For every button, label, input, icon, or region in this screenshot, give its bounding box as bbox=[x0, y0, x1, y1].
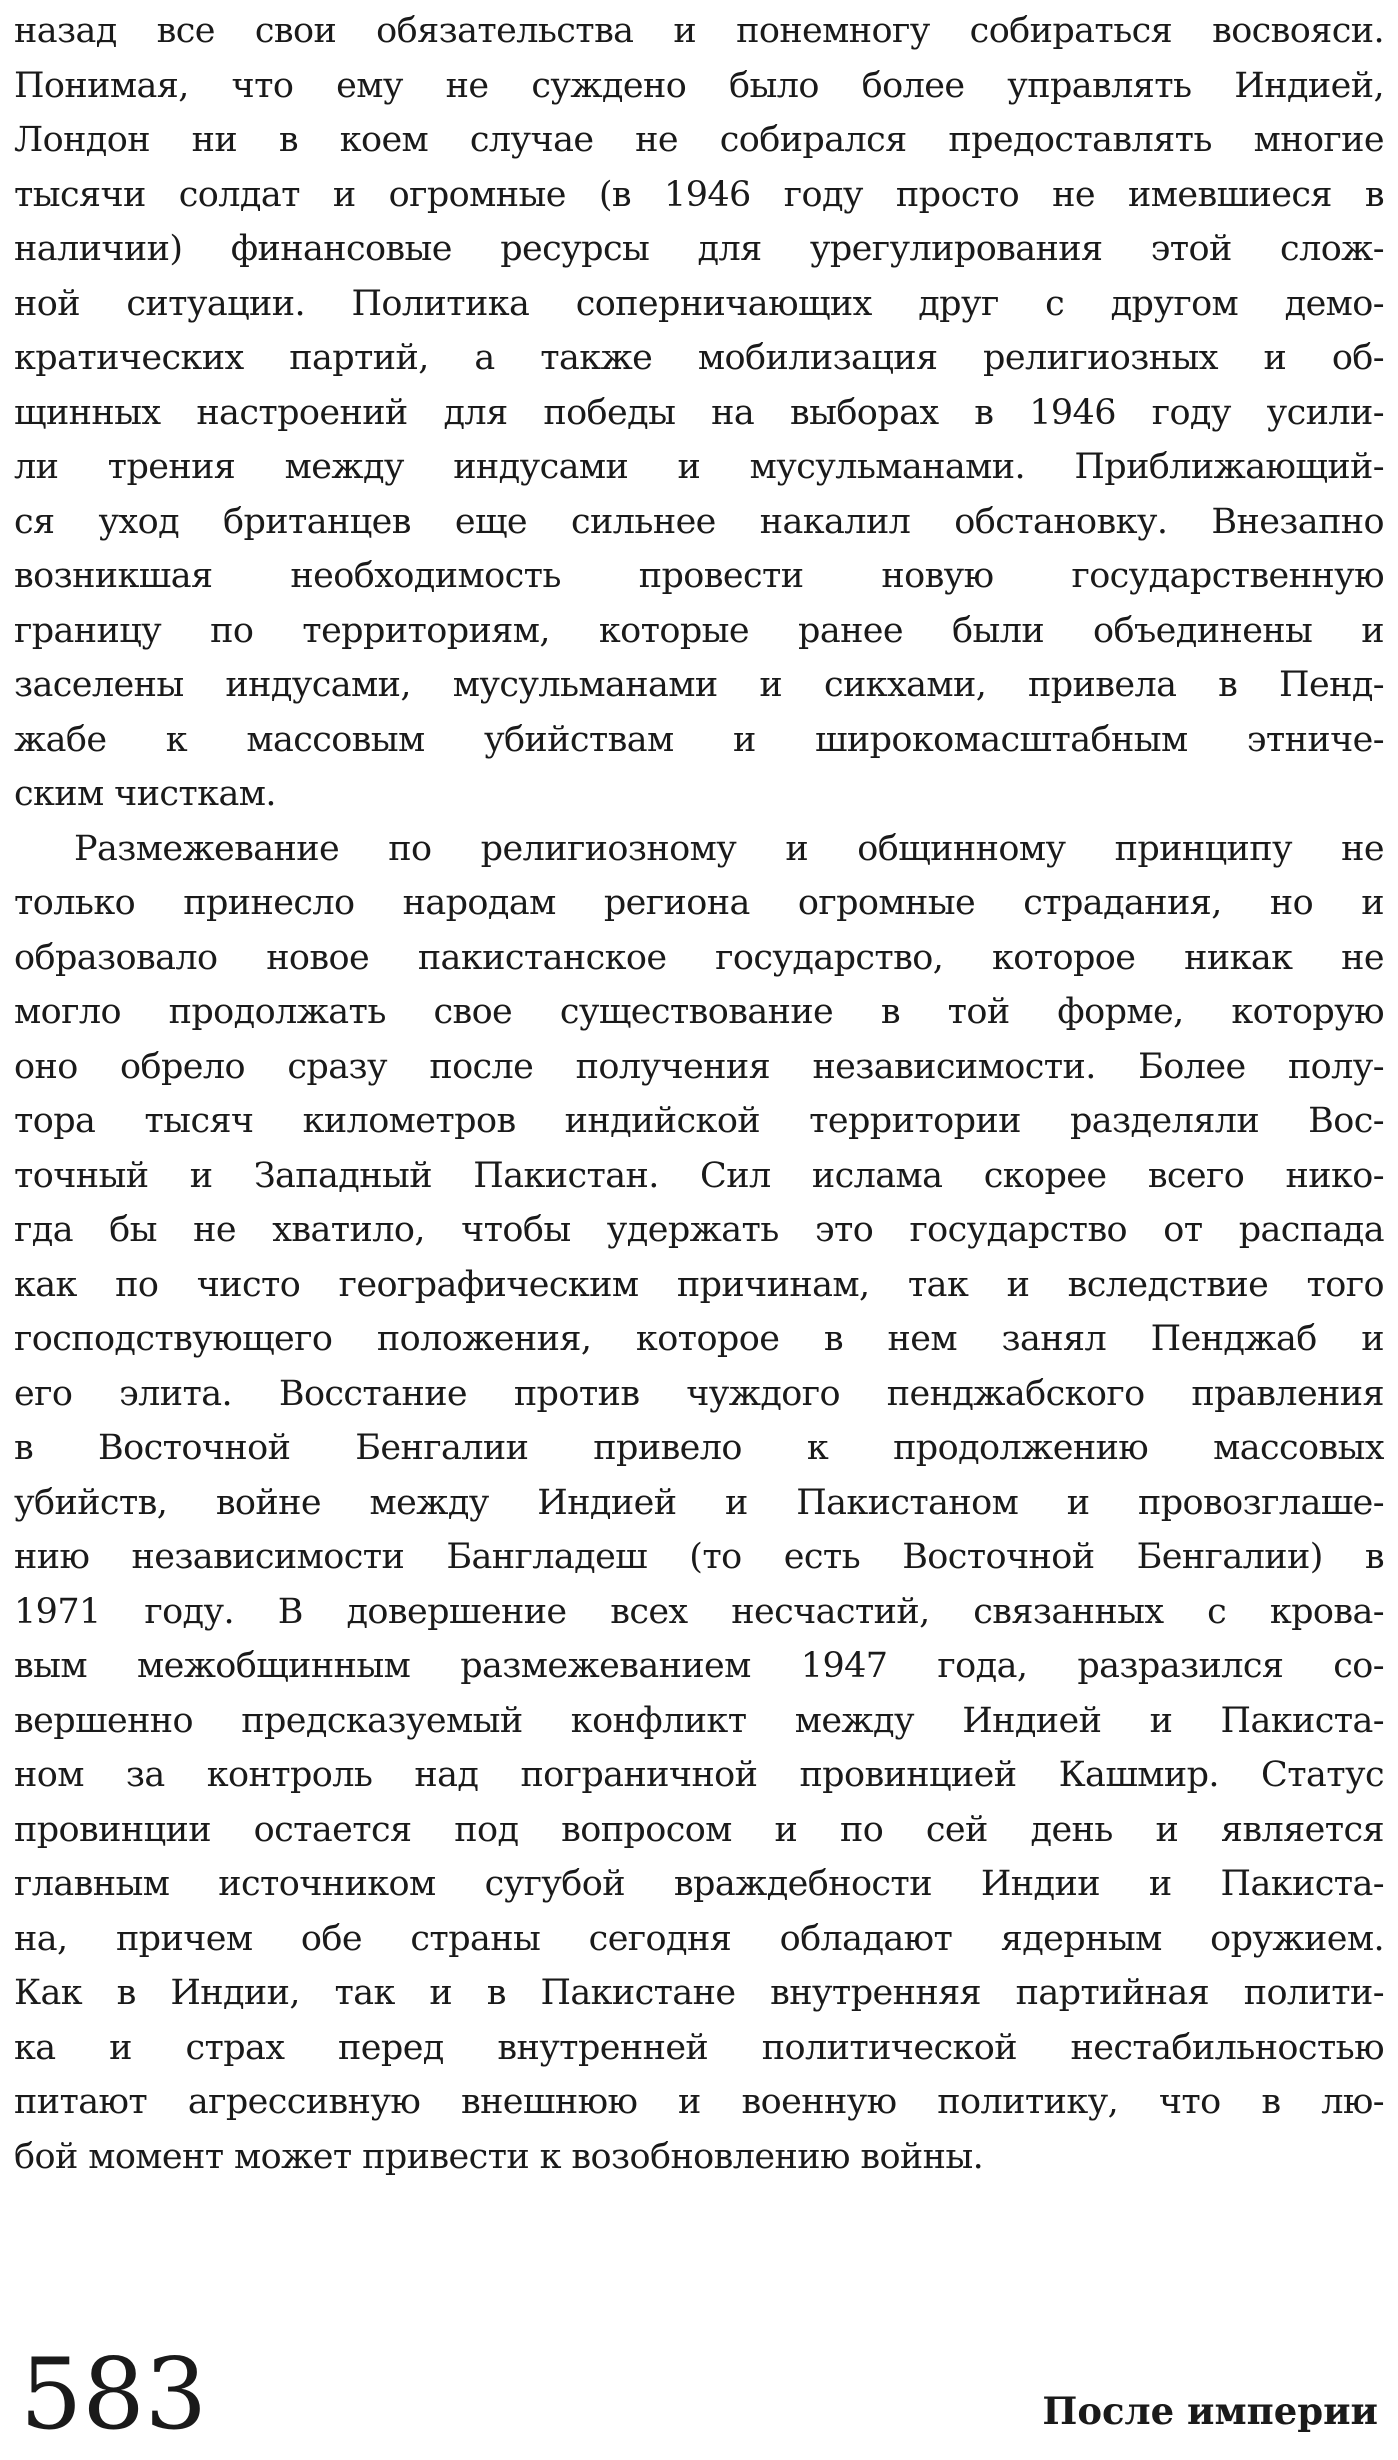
text-line: могло продолжать свое существование в той форме, которую bbox=[14, 992, 1384, 1032]
paragraph-first-line: Размежевание по религиозному и общинному принципу не bbox=[74, 828, 1384, 869]
text-line: образовало новое пакистанское государство, которое никак не bbox=[14, 937, 1384, 978]
text-line: ли трения между индусами и мусульманами. Приближающий- bbox=[14, 447, 1384, 487]
text-line: гда бы не хватило, чтобы удержать это государство от распада bbox=[14, 1210, 1384, 1250]
text-line: вершенно предсказуемый конфликт между Индией и Пакиста- bbox=[14, 1700, 1384, 1741]
text-line: 1971 году. В довершение всех несчастий, связанных с крова- bbox=[14, 1591, 1384, 1632]
text-line: наличии) финансовые ресурсы для урегулирования этой слож- bbox=[14, 229, 1384, 269]
text-line: господствующего положения, которое в нем занял Пенджаб и bbox=[14, 1319, 1384, 1359]
text-line: как по чисто географическим причинам, так и вследствие того bbox=[14, 1264, 1384, 1305]
text-line: кратических партий, а также мобилизация религиозных и об- bbox=[14, 338, 1384, 378]
text-line: оно обрело сразу после получения независимости. Более полу- bbox=[14, 1046, 1384, 1087]
text-line: провинции остается под вопросом и по сей день и является bbox=[14, 1809, 1384, 1850]
text-line: возникшая необходимость провести новую государственную bbox=[14, 556, 1384, 596]
text-line: его элита. Восстание против чуждого пенджабского правления bbox=[14, 1373, 1384, 1414]
text-line: ном за контроль над пограничной провинцией Кашмир. Статус bbox=[14, 1755, 1384, 1795]
text-line: нию независимости Бангладеш (то есть Восточной Бенгалии) в bbox=[14, 1537, 1384, 1577]
text-line: тора тысяч километров индийской территории разделяли Вос- bbox=[14, 1101, 1384, 1141]
text-line: питают агрессивную внешнюю и военную политику, что в лю- bbox=[14, 2082, 1384, 2122]
text-line: ной ситуации. Политика соперничающих друг с другом демо- bbox=[14, 283, 1384, 324]
text-line: ся уход британцев еще сильнее накалил обстановку. Внезапно bbox=[14, 501, 1384, 542]
text-line: заселены индусами, мусульманами и сикхами, привела в Пенд- bbox=[14, 665, 1384, 705]
text-line: Лондон ни в коем случае не собирался предоставлять многие bbox=[14, 120, 1384, 160]
text-line: только принесло народам региона огромные страдания, но и bbox=[14, 883, 1384, 923]
text-line: Как в Индии, так и в Пакистане внутренняя партийная полити- bbox=[14, 1973, 1384, 2013]
text-line: тысячи солдат и огромные (в 1946 году просто не имевшиеся в bbox=[14, 174, 1384, 215]
text-line: на, причем обе страны сегодня обладают ядерным оружием. bbox=[14, 1918, 1384, 1959]
text-line: вым межобщинным размежеванием 1947 года, разразился со- bbox=[14, 1646, 1384, 1686]
text-line: Понимая, что ему не суждено было более управлять Индией, bbox=[14, 65, 1384, 106]
text-line: убийств, войне между Индией и Пакистаном и провозглаше- bbox=[14, 1482, 1384, 1523]
text-line: главным источником сугубой враждебности Индии и Пакиста- bbox=[14, 1864, 1384, 1904]
text-line: назад все свои обязательства и понемногу собираться восвояси. bbox=[14, 11, 1384, 51]
text-line: точный и Западный Пакистан. Сил ислама скорее всего нико- bbox=[14, 1155, 1384, 1196]
page-footer bbox=[20, 2335, 1378, 2452]
text-line: ка и страх перед внутренней политической нестабильностью bbox=[14, 2027, 1384, 2068]
text-line: бой момент может привести к возобновлению войны. bbox=[14, 2136, 984, 2177]
page-number: 583 bbox=[20, 2338, 208, 2452]
text-line: в Восточной Бенгалии привело к продолжению массовых bbox=[14, 1428, 1384, 1468]
text-line: границу по территориям, которые ранее были объединены и bbox=[14, 610, 1384, 651]
running-title: После империи bbox=[1042, 2389, 1378, 2433]
text-line: жабе к массовым убийствам и широкомасштабным этниче- bbox=[14, 719, 1384, 760]
text-line: ским чисткам. bbox=[14, 774, 276, 814]
body-text bbox=[14, 4, 1384, 2184]
text-line: щинных настроений для победы на выборах в 1946 году усили- bbox=[14, 392, 1384, 433]
